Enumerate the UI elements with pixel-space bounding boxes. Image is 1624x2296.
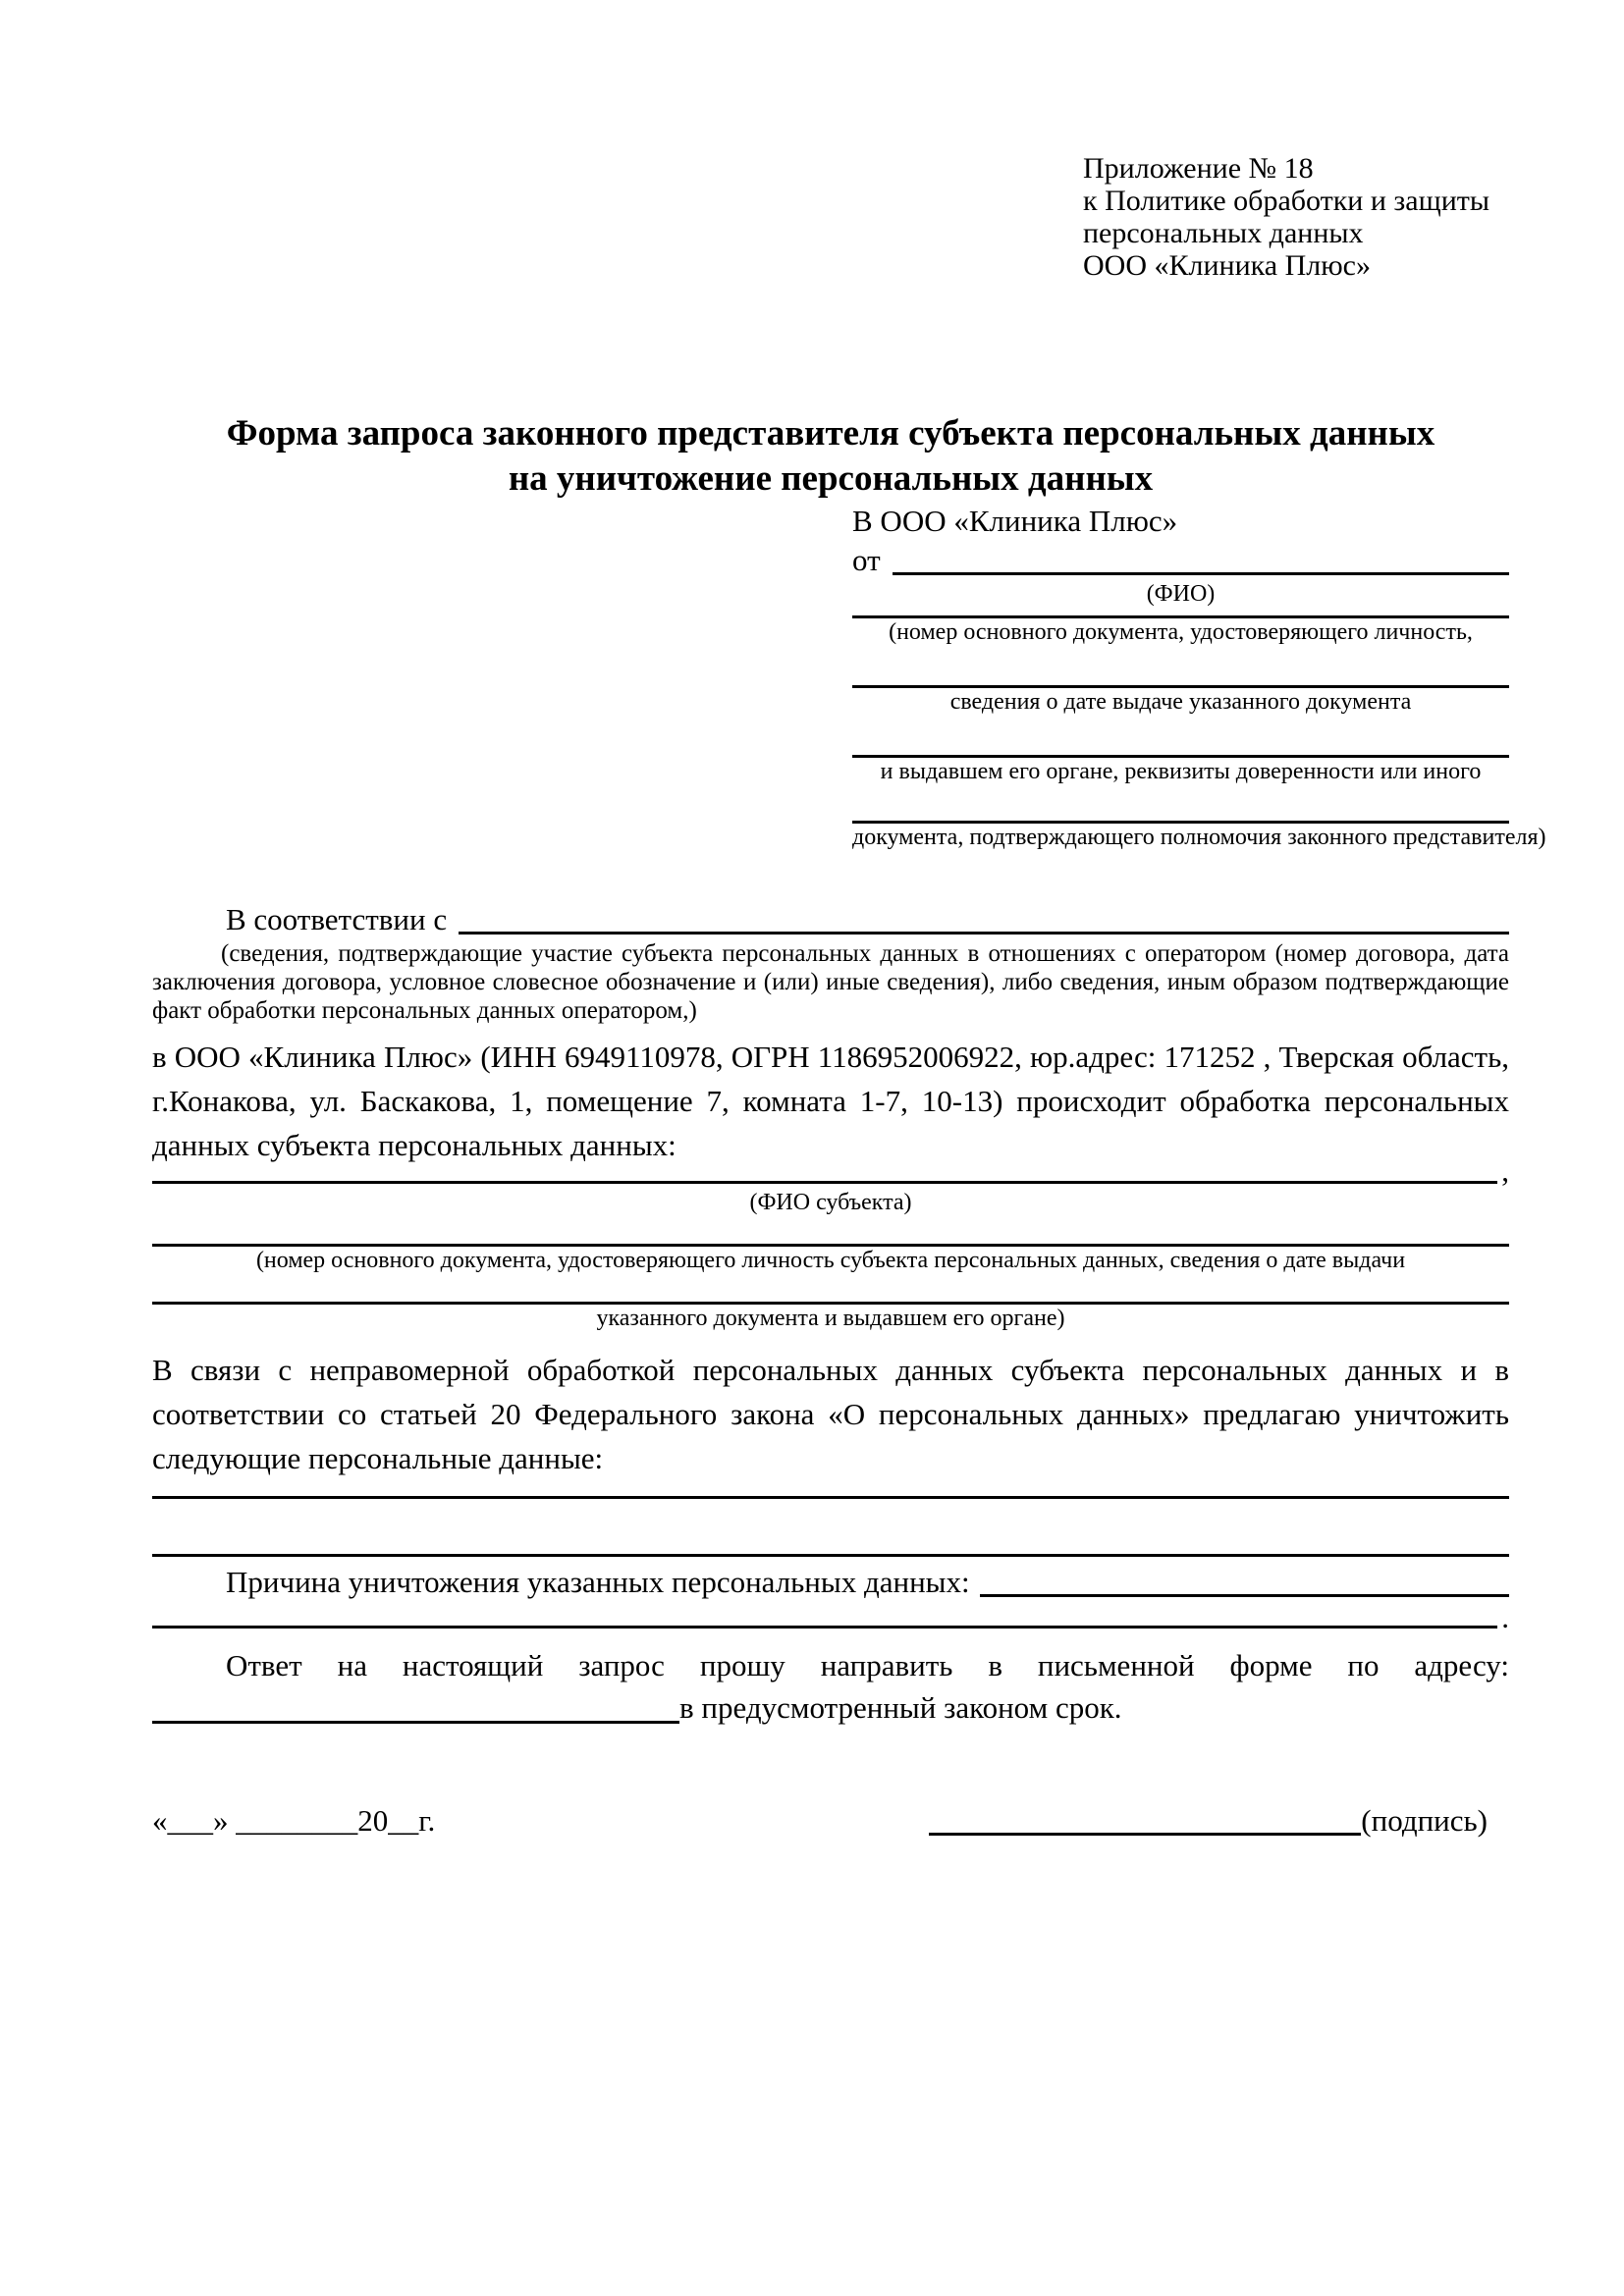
addressee-to: В ООО «Клиника Плюс» [852, 504, 1178, 538]
representative-doc-caption-1: (номер основного документа, удостоверяющего личность, [889, 619, 1473, 645]
destruction-reason-field [152, 1563, 1509, 1602]
accordance-field [152, 900, 1509, 939]
data-to-destroy-blank-line-2 [152, 1554, 1509, 1557]
signature-blank-line [929, 1833, 1361, 1836]
destruction-reason-label: Причина уничтожения указанных персональных данных: [226, 1565, 970, 1599]
appendix-line-3: персональных данных [1083, 217, 1364, 249]
form-title [152, 411, 1509, 502]
from-label: от [852, 543, 881, 577]
reply-address-blank-line [152, 1721, 679, 1724]
accordance-blank-line [459, 932, 1509, 934]
reply-tail-text: в предусмотренный законом срок. [679, 1690, 1122, 1725]
representative-doc-caption-2: сведения о дате выдаче указанного документа [949, 689, 1412, 715]
page-content [152, 0, 1546, 1841]
from-blank-line [893, 572, 1509, 575]
sentence-period: . [1501, 1600, 1509, 1634]
date-field: «___» ________20__г. [152, 1803, 436, 1838]
signoff-row [152, 1801, 1509, 1841]
addressee-block [852, 502, 1546, 851]
representative-doc-caption-4: документа, подтверждающего полномочия законного представителя) [852, 825, 1546, 850]
destruction-reason-blank-line [980, 1594, 1509, 1597]
accordance-note: (сведения, подтверждающие участие субъекта персональных данных в отношениях с оператором (номер договора, дата заключения договора, условное словесное обозначение и (или) иные сведения), либо сведения, иным образом подтверждающие факт обработки персональных данных оператором,) [152, 940, 1509, 1024]
appendix-line-1: Приложение № 18 [1083, 152, 1314, 185]
appendix-header [1083, 152, 1509, 282]
subject-fio-blank-line [152, 1181, 1497, 1184]
form-title-line-1: Форма запроса законного представителя субъекта персональных данных [226, 413, 1435, 454]
destruction-reason-continuation [152, 1602, 1509, 1633]
appendix-line-2: к Политике обработки и защиты [1083, 185, 1490, 217]
subject-fio-caption: (ФИО субъекта) [749, 1190, 912, 1215]
representative-doc-caption-3: и выдавшем его органе, реквизиты доверенности или иного [880, 759, 1482, 784]
operator-paragraph: в ООО «Клиника Плюс» (ИНН 6949110978, ОГРН 1186952006922, юр.адрес: 171252 , Тверская область, г.Конакова, ул. Баскакова, 1, помещение 7, комната 1-7, 10-13) происходит обработка персональных данных субъекта персональных данных: [152, 1040, 1509, 1162]
destruction-reason-blank-line-2 [152, 1626, 1497, 1629]
subject-doc-caption-2: указанного документа и выдавшем его органе) [596, 1306, 1065, 1331]
appendix-line-4: ООО «Клиника Плюс» [1083, 249, 1371, 282]
from-field [852, 541, 1509, 580]
subject-doc-caption-1: (номер основного документа, удостоверяющего личность субъекта персональных данных, сведения о дате выдачи [255, 1248, 1406, 1273]
unlawful-processing-paragraph: В связи с неправомерной обработкой персональных данных субъекта персональных данных и в соответствии со статьей 20 Федерального закона «О персональных данных» предлагаю уничтожить следующие персональные данные: [152, 1353, 1509, 1475]
signature-field [929, 1801, 1488, 1841]
subject-fio-comma: , [1501, 1153, 1509, 1188]
reply-address-field [152, 1687, 1509, 1729]
fio-caption: (ФИО) [1146, 581, 1216, 607]
reply-request-paragraph: Ответ на настоящий запрос прошу направить в письменной форме по адресу: [226, 1648, 1509, 1682]
accordance-label: В соответствии с [226, 902, 448, 936]
data-to-destroy-blank-line-1 [152, 1496, 1509, 1499]
signature-caption: (подпись) [1361, 1803, 1488, 1838]
form-title-line-2: на уничтожение персональных данных [508, 458, 1154, 499]
